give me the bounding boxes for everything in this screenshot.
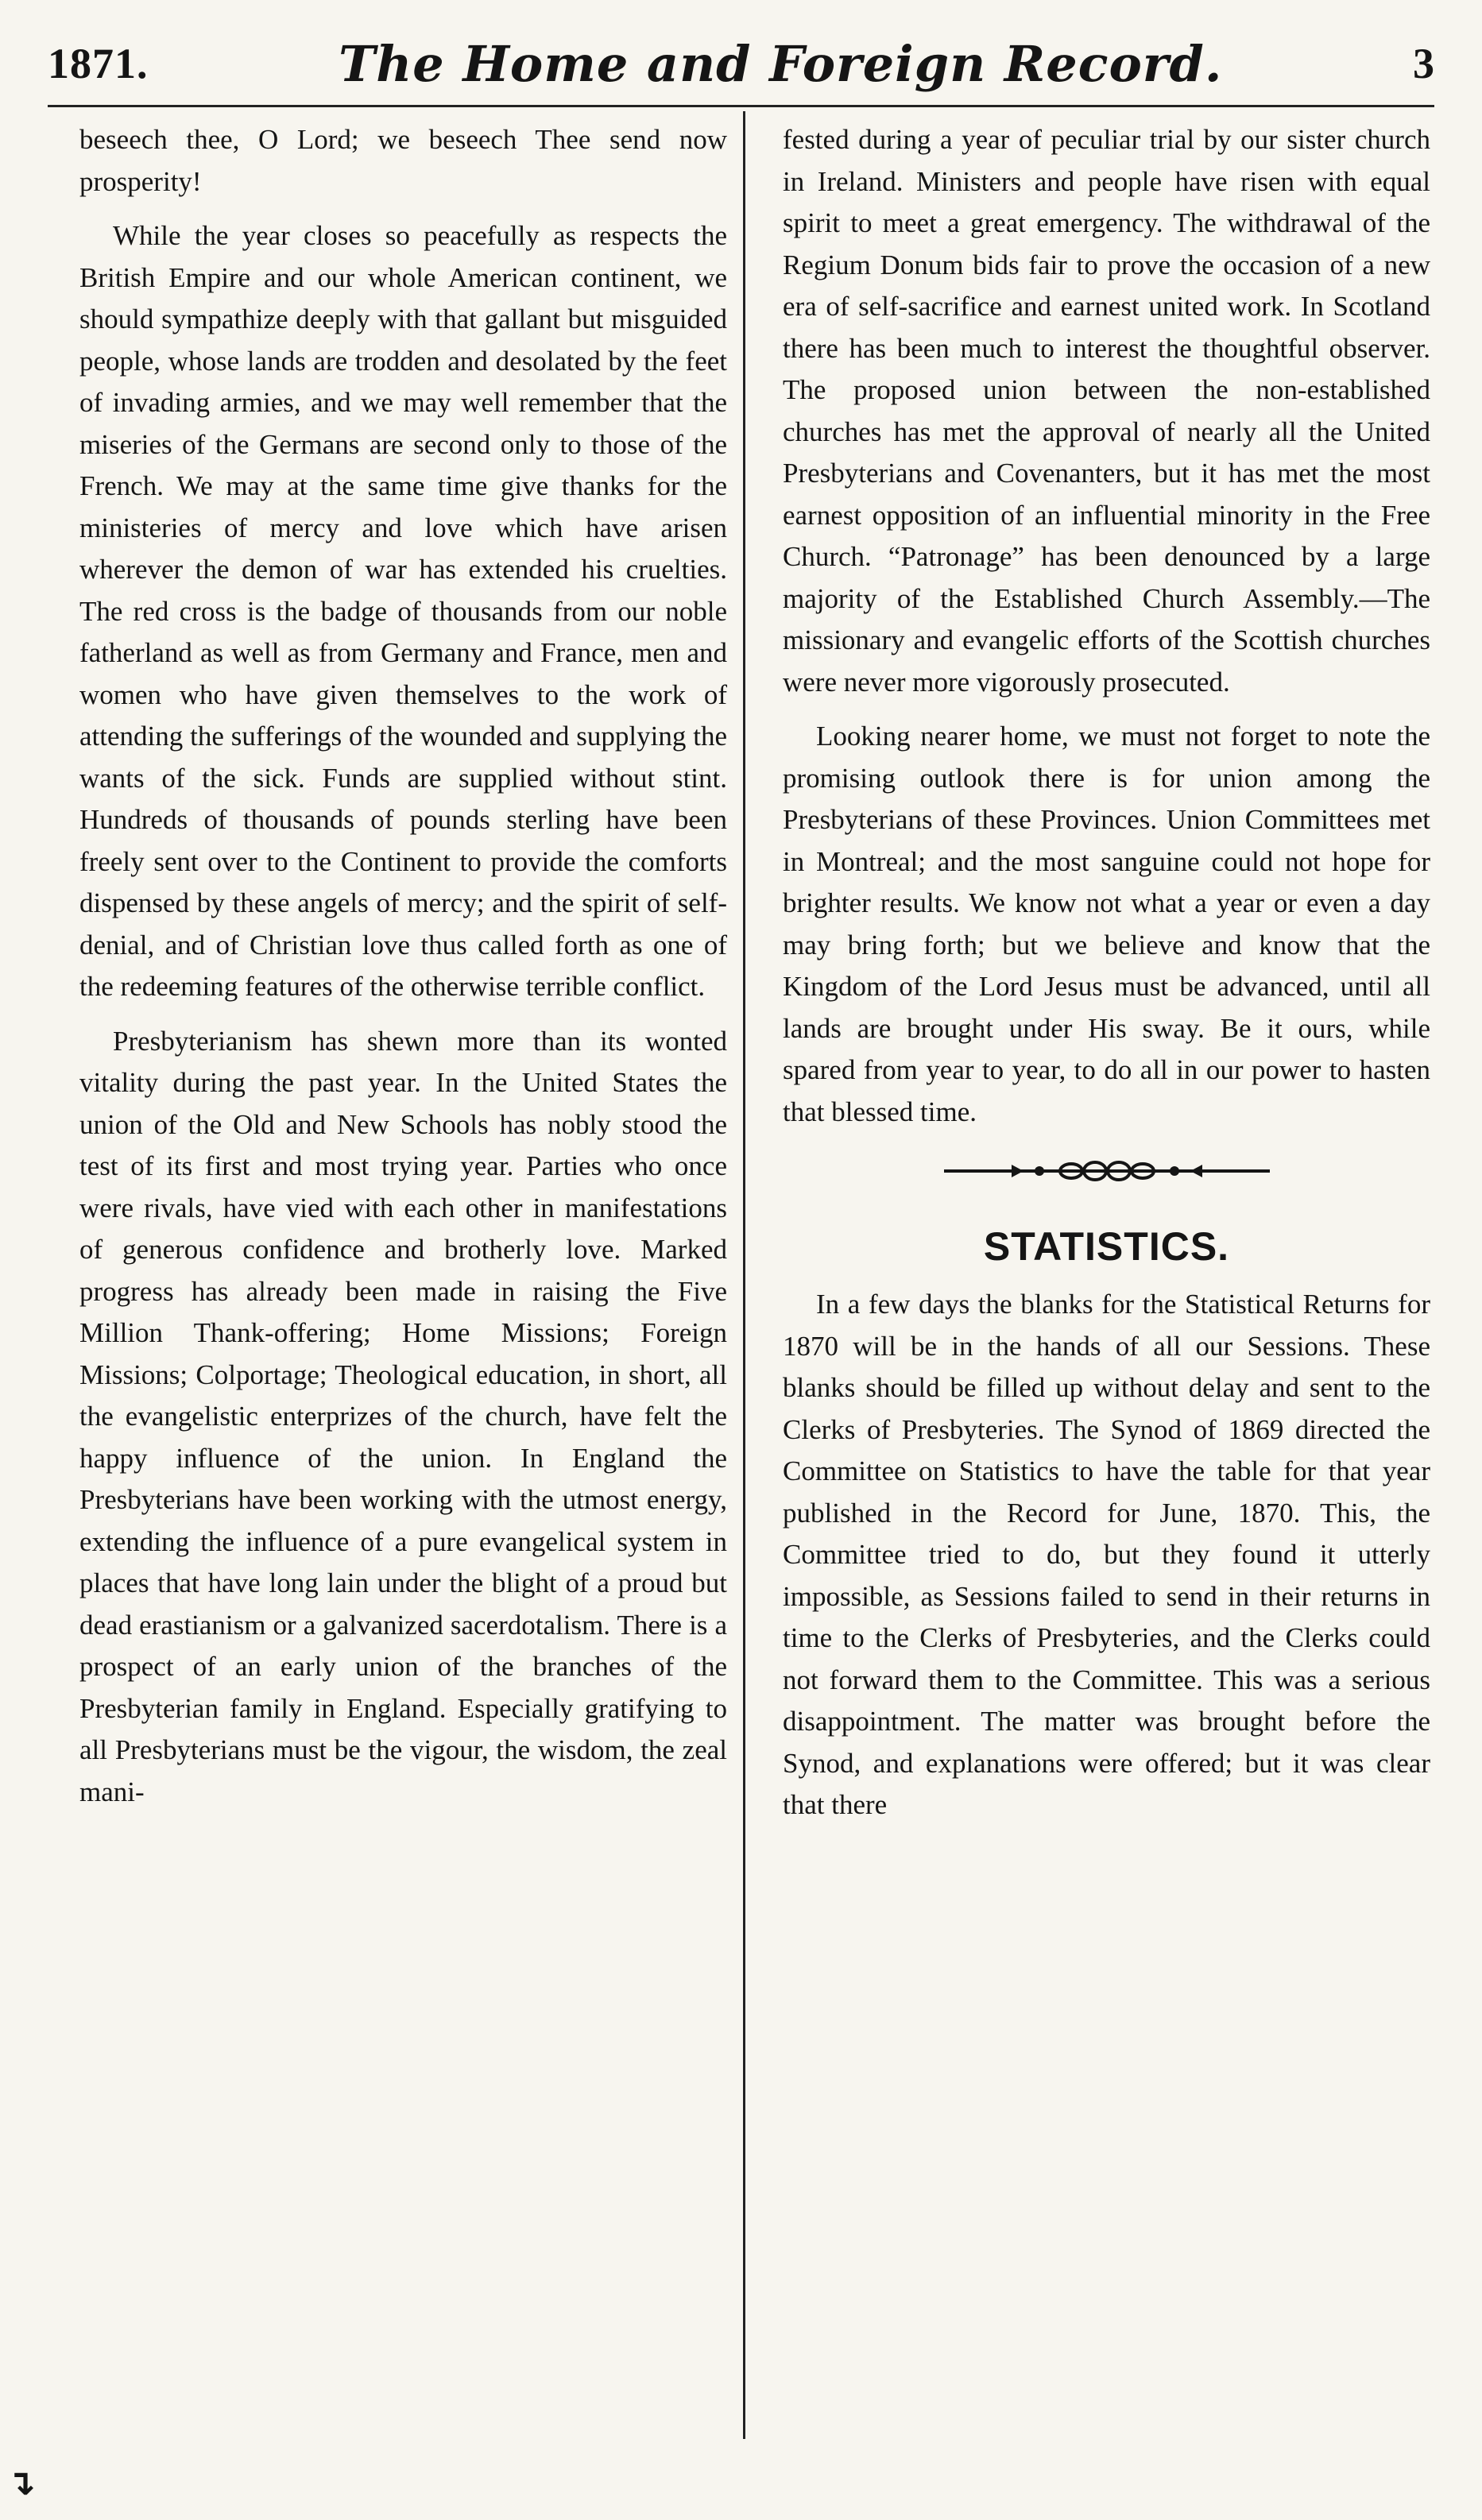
paragraph: fested during a year of peculiar trial by our sister church in Ireland. Ministers and people have risen with equal spirit to meet a great emergency. The withdrawal of the Regium Donum bids fair to prove the occasion of a new era of self-sacrifice and earnest united work. In Scotland there has been much to interest the thoughtful observer. The proposed union between the non-established churches has met the approval of nearly all the United Presbyterians and Covenanters, but it has met the most earnest opposition of an influential minority in the Free Church. “Patronage” has been denounced by a large majority of the Established Church Assembly.—The missionary and evangelic efforts of the Scottish churches were never more vigorously prosecuted.	[783, 124, 1430, 698]
paragraph: While the year closes so peacefully as respects the British Empire and our whole American continent, we should sympathize deeply with that gallant but misguided people, whose lands are trodden and desolated by the feet of invading armies, and we may well remember that the miseries of the Germans are second only to those of the French. We may at the same time give thanks for the ministeries of mercy and love which have arisen wherever the demon of war has extended his cruelties. The red cross is the badge of thousands from our noble fatherland as well as from Germany and France, men and women who have given themselves to the work of attending the sufferings of the wounded and supplying the wants of the sick. Funds are supplied without stint. Hundreds of thousands of pounds sterling have been freely sent over to the Continent to provide the comforts dispensed by these angels of mercy; and the spirit of self-denial, and of Christian love thus called forth as one of the redeeming features of the otherwise terrible conflict.	[79, 220, 727, 1002]
page-number: 3	[1413, 40, 1434, 87]
column-divider	[743, 111, 745, 2439]
left-column	[79, 119, 727, 1826]
right-column	[783, 119, 1430, 1839]
section-heading: STATISTICS.	[983, 1224, 1230, 1269]
running-title: The Home and Foreign Record.	[339, 34, 1223, 93]
page-header	[48, 32, 1434, 95]
header-year: 1871.	[48, 40, 149, 87]
margin-mark: ↴	[6, 2463, 36, 2503]
paragraph: Looking nearer home, we must not forget to note the promising outlook there is for union among the Presbyterians of these Provinces. Union Committees met in Montreal; and the most sanguine could not hope for brighter results. We know not what a year or even a day may bring forth; but we believe and know that the Kingdom of the Lord Jesus must be advanced, until all lands are brought under His sway. Be it ours, while spared from year to year, to do all in our power to hasten that blessed time.	[783, 721, 1430, 1127]
ornament-divider	[783, 1155, 1430, 1187]
paragraph: beseech thee, O Lord; we beseech Thee send now prosperity!	[79, 124, 727, 197]
paragraph: In a few days the blanks for the Statistical Returns for 1870 will be in the hands of all our Sessions. These blanks should be filled up without delay and sent to the Clerks of Presbyteries. The Synod of 1869 directed the Committee on Statistics to have the table for that year published in the Record for June, 1870. This, the Committee tried to do, but they found it utterly impossible, as Sessions failed to send in their returns in time to the Clerks of Presbyteries, and the Clerks could not forward them to the Committee. This was a serious disappointment. The matter was brought before the Synod, and explanations were offered; but it was clear that there	[783, 1289, 1430, 1820]
ornament-divider-icon	[936, 1155, 1278, 1187]
header-rule	[48, 105, 1434, 107]
paragraph: Presbyterianism has shewn more than its wonted vitality during the past year. In the United States the union of the Old and New Schools has nobly stood the test of its first and most trying year. Parties who once were rivals, have vied with each other in manifestations of generous confidence and brotherly love. Marked progress has already been made in raising the Five Million Thank-offering; Home Missions; Foreign Missions; Colportage; Theological education, in short, all the evangelistic enterprizes of the church, have felt the happy influence of the union. In England the Presbyterians have been working with the utmost energy, extending the influence of a pure evangelical system in places that have long lain under the blight of a proud but dead erastianism or a galvanized sacerdotalism. There is a prospect of an early union of the branches of the Presbyterian family in England. Especially gratifying to all Presbyterians must be the vigour, the wisdom, the zeal mani-	[79, 1025, 727, 1807]
